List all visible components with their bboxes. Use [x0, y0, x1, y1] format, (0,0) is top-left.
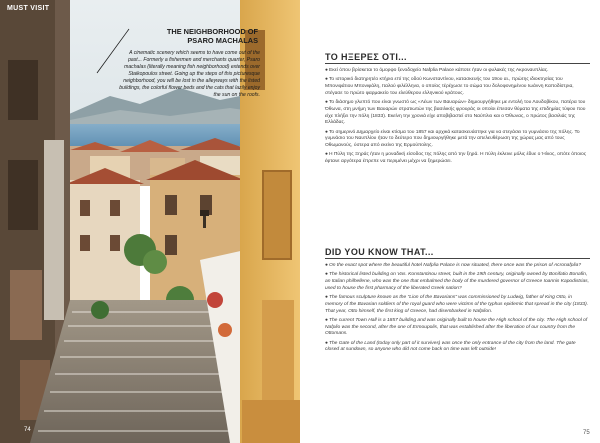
bullet-icon: ● — [325, 129, 328, 135]
english-paragraph — [325, 272, 590, 292]
right-page — [300, 0, 600, 443]
english-paragraph-text: The current Town Hall is a 1857 building and was originally built to house the High school of the city. The High school of Nafplio was the second, after the one of Ermoupolis, that was established after the liberation of our country from the Ottomans. — [325, 317, 588, 337]
english-paragraph — [325, 318, 590, 338]
english-paragraph-text: The historical listed building on Vas. Konstantinou street, built in the 19th century, originally owned by Bonifatio Bonafin, an Italian philhellene, who was the one that embalmed the body of the murdered governor of Greece Ioannis Kapodistrias, used to house the first pharmacy of the liberated Greek nation? — [325, 272, 589, 291]
bullet-icon: ● — [325, 77, 328, 83]
greek-paragraph-text: Το σημερινό Δημαρχείο είναι κτίσμα του 1857 και αρχικά κατασκευάστηκε για να στεγάσει το γυμνάσιο της πόλης. Το γυμνάσιο του Ναυπλίου ήταν το δεύτερο που δημιουργήθηκε μετά την απελευθέρωση της χώρας μας από τους Οθωμανούς, ύστερα από εκείνο της Ερμούπολης. — [325, 129, 580, 149]
greek-paragraph-text: Εκεί όπου βρίσκεται το όμορφο ξενοδοχείο Nafplia Palace κάποτε ήταν οι φυλακές της Ακροναυπλίας. — [328, 68, 549, 73]
greek-paragraph-text: Η Πύλη της Ξηράς ήταν η μοναδική είσοδος της πόλης από την ξηρά. Η πύλη έκλεινε μόλις έδυε ο Ήλιος, οπότε όποιος έφτανε αργότερα έπρεπε να περιμένει μέχρι να ξημερώσει. — [325, 152, 587, 165]
greek-title-rule — [325, 63, 590, 64]
english-paragraph — [325, 295, 590, 315]
bullet-icon: ● — [325, 99, 328, 105]
english-paragraph-list — [325, 263, 590, 357]
english-paragraph-text: On the exact spot where the beautiful hotel Nafplia Palace is now situated, there once was the prison of Acronafplia? — [328, 263, 582, 268]
caption-title — [128, 27, 258, 45]
english-paragraph — [325, 341, 590, 355]
caption-body: A cinematic scenery which seems to have come out of the past... Formerly a fishermen and merchants quarter, Psaro machalas (literally meaning fish neighborhood) extends over Staikopoulos street. Going up the steps of this picturesque neighborhood, you will be lost in the alleyways with the listed buildings, the colorful flower beds and the cats that lazily enjoy the sun on the roofs. — [119, 50, 260, 98]
english-title-rule — [325, 258, 590, 259]
greek-paragraph-list — [325, 68, 590, 168]
bullet-icon: ● — [325, 152, 328, 158]
section-label: MUST VISIT — [7, 5, 50, 12]
caption-title-line2: PSARO MACHALAS — [187, 36, 258, 45]
greek-paragraph — [325, 130, 590, 150]
bullet-icon: ● — [325, 272, 328, 278]
greek-paragraph-text: Το ιστορικό διατηρητέο κτήριο επί της οδού Κωνσταντίνου, κατασκευής του 19ου αι., πρώτης ιδιοκτησίας του Μπονιφάτιου Μπονιφάλη, Ιταλού φιλέλληνα, ο οποίος τέρέχωσε το σώμα του δολοφονημένου Ιωάννη Καποδίστρια, στέγασε το πρώτο φαρμακείο του ελεύθερου ελληνικού κράτους. — [325, 77, 574, 96]
greek-paragraph — [325, 68, 590, 75]
greek-paragraph — [325, 100, 590, 127]
caption-title-line1: THE NEIGHBORHOOD OF — [166, 27, 258, 36]
english-section-title: DID YOU KNOW THAT... — [325, 247, 434, 257]
page-number-right: 75 — [583, 430, 590, 436]
bullet-icon: ● — [325, 340, 328, 346]
english-paragraph — [325, 263, 590, 270]
bullet-icon: ● — [325, 317, 328, 323]
english-paragraph-text: The Gate of the Land (today only part of it survives) was once the only entrance of the city from the land. The gate closed at sundown, so anyone who did not come back on time was left outside! — [325, 340, 576, 353]
english-paragraph-text: The famous sculpture known as the "Lion of the Bavarians" was commissioned by Ludwig, father of King Otto, in memory of the Bavarian soldiers of the royal guard who were victims of the typhus epidemic that spread in the city (1833). That year, Otto himself, the first king of Greece, had disembarked in Nafplion. — [325, 294, 589, 314]
page-number-left: 74 — [24, 427, 31, 433]
bullet-icon: ● — [325, 263, 328, 268]
bullet-icon: ● — [325, 294, 328, 300]
greek-paragraph-text: Το διάσημο γλυπτό που είναι γνωστό ως «Λέων των Βαυαρών» δημιουργήθηκε με εντολή του Λουδοβίκου, πατέρα του Όθωνα, στη μνήμη των Βαυαρών στρατιωτών της βασιλικής φρουράς οι οποίοι έπεσαν θύματα της επιδημίας τύφου που είχε πλήξει την πόλη (1833). Εκείνη την χρονιά είχε αποβιβαστεί στο Ναύπλιο και ο Όθωνας, ο πρώτος βασιλιάς της Ελλάδας. — [325, 99, 586, 126]
greek-section-title: ΤΟ ΗΞΕΡΕΣ ΟΤΙ... — [325, 52, 407, 62]
greek-paragraph — [325, 77, 590, 97]
greek-paragraph — [325, 152, 590, 166]
bullet-icon: ● — [325, 68, 328, 73]
